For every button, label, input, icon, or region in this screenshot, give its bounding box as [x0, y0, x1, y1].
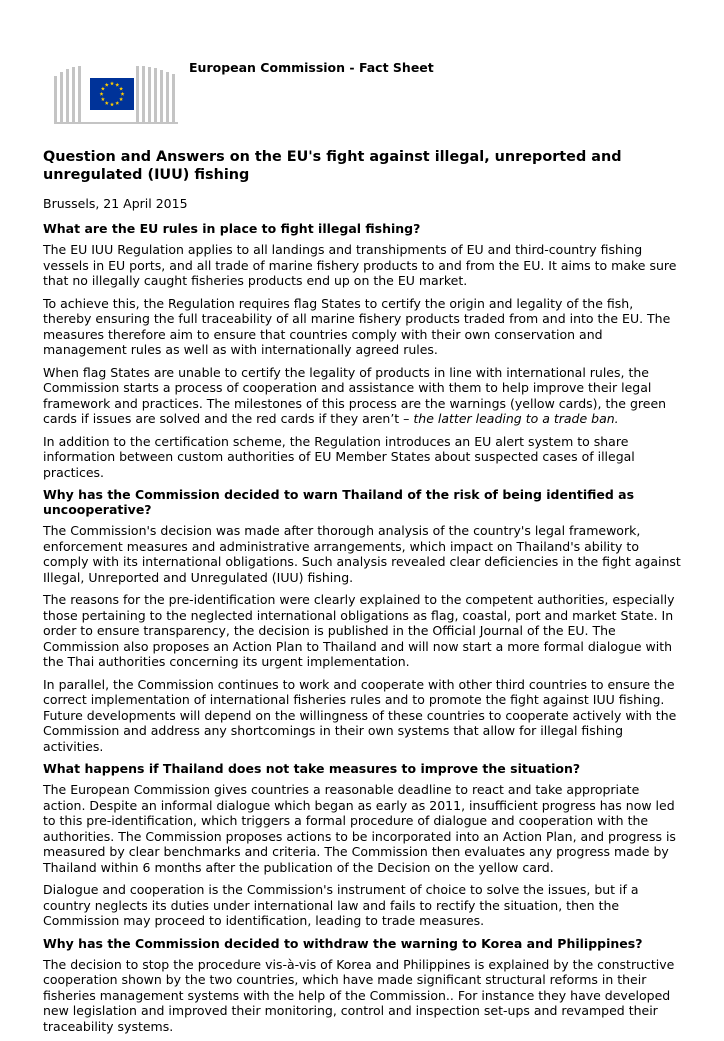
section-eu-rules [43, 221, 683, 480]
document-body [43, 148, 683, 1041]
paragraph: To achieve this, the Regulation requires flag States to certify the origin and legality of the fish, thereby ensuring the full traceability of all marine fishery products traded from and into the EU. The measures therefore aim to ensure that countries comply with their own conservation and management rules as well as with internationally agreed rules. [43, 295, 671, 357]
fact-sheet-header: European Commission - Fact Sheet [189, 60, 434, 75]
european-commission-logo [54, 66, 178, 126]
dateline: Brussels, 21 April 2015 [43, 196, 188, 211]
paragraph: The decision to stop the procedure vis-à-vis of Korea and Philippines is explained by the constructive cooperation shown by the two countries, which have made significant structural reforms in their fisheries management systems with the help of the Commission.. For instance they have developed new legislation and improved their monitoring, control and inspection set-ups and revamped their traceability systems. [43, 956, 675, 1034]
section-korea-philippines [43, 936, 683, 1035]
section-heading: What are the EU rules in place to fight illegal fishing? [43, 221, 421, 236]
paragraph [43, 365, 683, 427]
section-heading: What happens if Thailand does not take measures to improve the situation? [43, 761, 581, 776]
commission-building-logo-icon [54, 66, 178, 126]
paragraph-text: When flag States are unable to certify the legality of products in line with international rules, the Commission starts a process of cooperation and assistance with them to help improve their legal framework and practices. The milestones of this process are the warnings (yellow cards), the green cards if issues are solved and the red cards if they aren’t – [43, 364, 667, 426]
paragraph: Dialogue and cooperation is the Commission's instrument of choice to solve the issues, but if a country neglects its duties under international law and fails to rectify the situation, then the Commission may proceed to identification, leading to trade measures. [43, 882, 639, 928]
paragraph: The reasons for the pre-identification were clearly explained to the competent authorities, especially those pertaining to the neglected international obligations as flag, coastal, port and market State. In order to ensure transparency, the decision is published in the Official Journal of the EU. The Commission also proposes an Action Plan to Thailand and will now start a more formal dialogue with the Thai authorities concerning its urgent implementation. [43, 592, 675, 669]
paragraph: The Commission's decision was made after thorough analysis of the country's legal framework, enforcement measures and administrative arrangements, which impact on Thailand's ability to comply with its international obligations. Such analysis revealed clear deficiencies in the fight against Illegal, Unreported and Unregulated (IUU) fishing. [43, 523, 681, 585]
paragraph: In addition to the certification scheme, the Regulation introduces an EU alert system to share information between custom authorities of EU Member States about suspected cases of illegal practices. [43, 433, 635, 480]
document-title: Question and Answers on the EU's fight against illegal, unreported and unregulated (IUU) fishing [43, 149, 622, 183]
section-thailand-measures [43, 761, 683, 929]
paragraph: In parallel, the Commission continues to work and cooperate with other third countries to ensure the correct implementation of international fisheries rules and to promote the fight against IUU fishing. Future developments will depend on the willingness of these countries to cooperate actively with the Commission and address any shortcomings in their own systems that allow for illegal fishing activities. [43, 676, 677, 754]
section-heading: Why has the Commission decided to withdraw the warning to Korea and Philippines? [43, 935, 643, 951]
paragraph: The EU IUU Regulation applies to all landings and transhipments of EU and third-country fishing vessels in EU ports, and all trade of marine fishery products to and from the EU. It aims to make sure that no illegally caught fisheries products end up on the EU market. [43, 242, 677, 288]
paragraph-italic-text: the latter leading to a trade ban. [413, 411, 619, 426]
paragraph: The European Commission gives countries a reasonable deadline to react and take appropriate action. Despite an informal dialogue which began as early as 2011, insufficient progress has now led to this pre-identification, which triggers a formal procedure of dialogue and cooperation with the authorities. The Commission proposes actions to be incorporated into an Action Plan, and progress is measured by clear benchmarks and criteria. The Commission then evaluates any progress made by Thailand within 6 months after the publication of the Decision on the yellow card. [43, 782, 676, 875]
section-thailand-warning [43, 487, 683, 754]
section-heading: Why has the Commission decided to warn Thailand of the risk of being identified as uncooperative? [43, 487, 635, 517]
